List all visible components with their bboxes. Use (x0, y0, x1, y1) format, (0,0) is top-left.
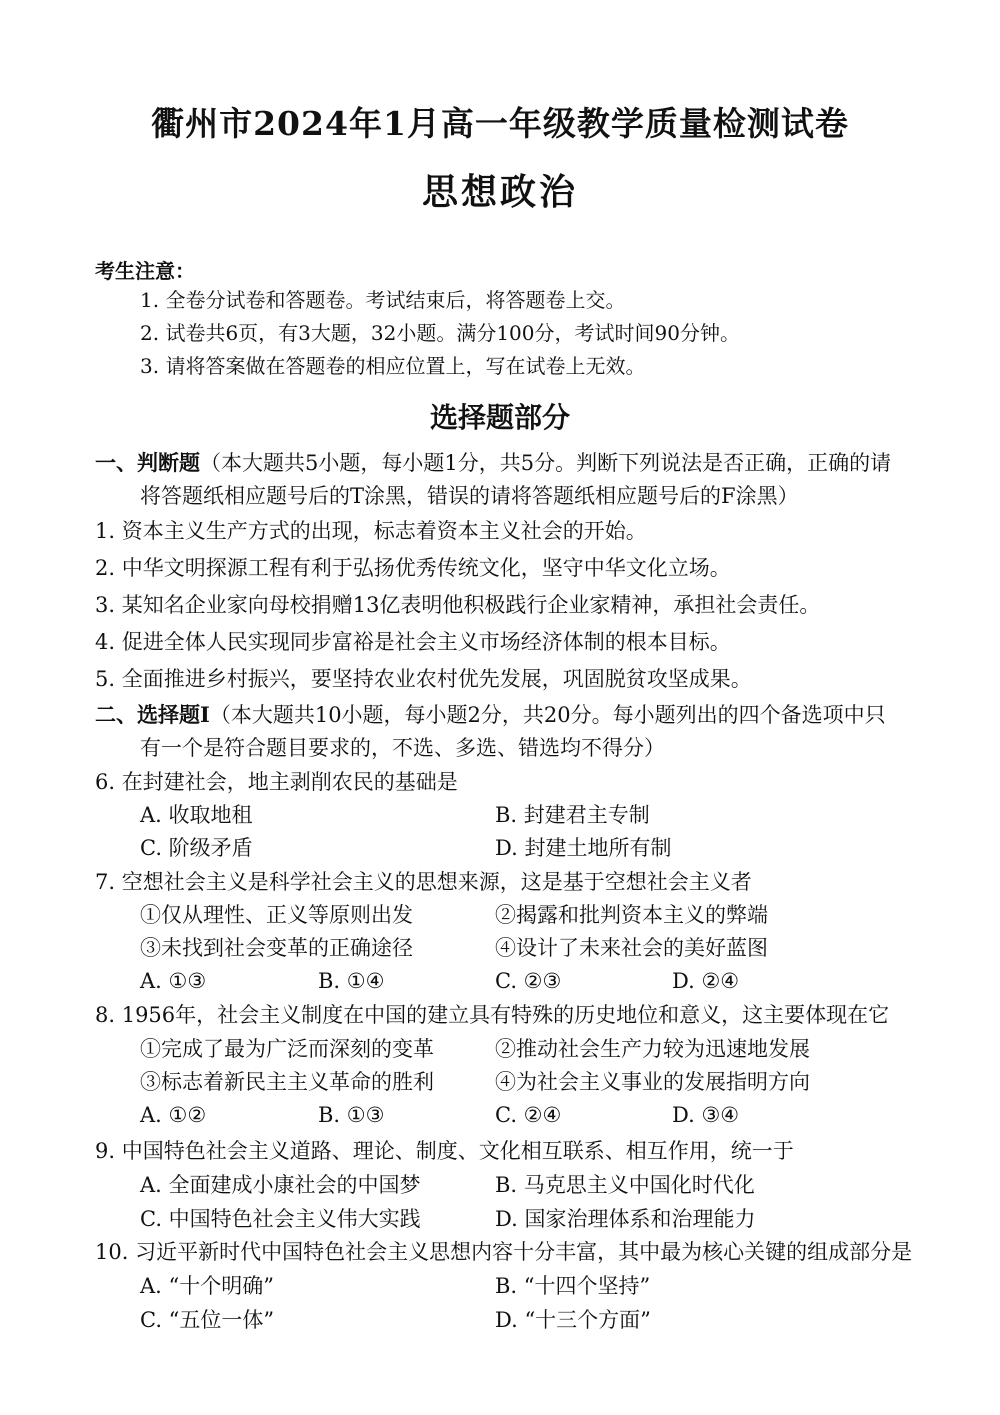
option-a: A. ①③ (140, 969, 207, 993)
option-a: A. “十个明确” (140, 1274, 274, 1298)
option-c: C. ②③ (495, 969, 562, 993)
part2-desc: （本大题共10小题，每小题2分，共20分。每小题列出的四个备选项中只 (209, 703, 886, 727)
option-c: C. “五位一体” (140, 1308, 275, 1332)
part1-desc-line2: 将答题纸相应题号后的T涂黑，错误的请将答题纸相应题号后的F涂黑） (140, 484, 799, 508)
judge-item: 1. 资本主义生产方式的出现，标志着资本主义社会的开始。 (95, 519, 647, 543)
section-title: 选择题部分 (429, 401, 570, 434)
subject-title: 思想政治 (421, 171, 578, 213)
question-stem: 10. 习近平新时代中国特色社会主义思想内容十分丰富，其中最为核心关键的组成部分是 (95, 1240, 913, 1264)
option-b: B. ①④ (318, 969, 385, 993)
option-c: C. ②④ (495, 1103, 562, 1127)
statement-4: ④设计了未来社会的美好蓝图 (495, 936, 768, 960)
option-d: D. ②④ (672, 969, 740, 993)
notice-item: 1. 全卷分试卷和答题卷。考试结束后，将答题卷上交。 (140, 288, 626, 312)
notice-item: 3. 请将答案做在答题卷的相应位置上，写在试卷上无效。 (140, 354, 646, 378)
option-c: C. 中国特色社会主义伟大实践 (140, 1207, 421, 1231)
question-stem: 6. 在封建社会，地主剥削农民的基础是 (95, 770, 458, 794)
option-a: A. 收取地租 (140, 803, 253, 827)
option-d: D. 封建土地所有制 (495, 836, 672, 860)
part1-header (95, 448, 891, 478)
part2-desc-line2: 有一个是符合题目要求的，不选、多选、错选均不得分） (140, 736, 665, 760)
option-a: A. ①② (140, 1103, 207, 1127)
part2-label: 二、选择题Ⅰ (95, 702, 210, 727)
question-stem: 9. 中国特色社会主义道路、理论、制度、文化相互联系、相互作用，统一于 (95, 1139, 794, 1163)
question-stem: 8. 1956年，社会主义制度在中国的建立具有特殊的历史地位和意义，这主要体现在它 (95, 1003, 890, 1027)
exam-title: 衢州市2024年1月高一年级教学质量检测试卷 (151, 104, 849, 143)
judge-item: 3. 某知名企业家向母校捐赠13亿表明他积极践行企业家精神，承担社会责任。 (95, 593, 821, 617)
part2-header (95, 700, 886, 730)
statement-2: ②揭露和批判资本主义的弊端 (495, 903, 768, 927)
question-stem: 7. 空想社会主义是科学社会主义的思想来源，这是基于空想社会主义者 (95, 870, 752, 894)
option-a: A. 全面建成小康社会的中国梦 (140, 1173, 421, 1197)
part1-desc: （本大题共5小题，每小题1分，共5分。判断下列说法是否正确，正确的请 (200, 451, 892, 475)
statement-1: ①完成了最为广泛而深刻的变革 (140, 1037, 434, 1061)
notice-item: 2. 试卷共6页，有3大题，32小题。满分100分，考试时间90分钟。 (140, 321, 740, 345)
part1-label: 一、判断题 (95, 450, 200, 475)
option-d: D. “十三个方面” (495, 1308, 651, 1332)
option-b: B. 马克思主义中国化时代化 (495, 1173, 755, 1197)
judge-item: 2. 中华文明探源工程有利于弘扬优秀传统文化，坚守中华文化立场。 (95, 556, 731, 580)
statement-2: ②推动社会生产力较为迅速地发展 (495, 1037, 810, 1061)
notice-heading: 考生注意： (95, 259, 195, 283)
judge-item: 4. 促进全体人民实现同步富裕是社会主义市场经济体制的根本目标。 (95, 630, 731, 654)
option-d: D. ③④ (672, 1103, 740, 1127)
option-d: D. 国家治理体系和治理能力 (495, 1207, 756, 1231)
statement-3: ③未找到社会变革的正确途径 (140, 936, 413, 960)
option-b: B. ①③ (318, 1103, 385, 1127)
option-b: B. 封建君主专制 (495, 803, 650, 827)
option-c: C. 阶级矛盾 (140, 836, 253, 860)
statement-3: ③标志着新民主主义革命的胜利 (140, 1070, 434, 1094)
statement-1: ①仅从理性、正义等原则出发 (140, 903, 413, 927)
option-b: B. “十四个坚持” (495, 1274, 651, 1298)
judge-item: 5. 全面推进乡村振兴，要坚持农业农村优先发展，巩固脱贫攻坚成果。 (95, 667, 752, 691)
statement-4: ④为社会主义事业的发展指明方向 (495, 1070, 810, 1094)
